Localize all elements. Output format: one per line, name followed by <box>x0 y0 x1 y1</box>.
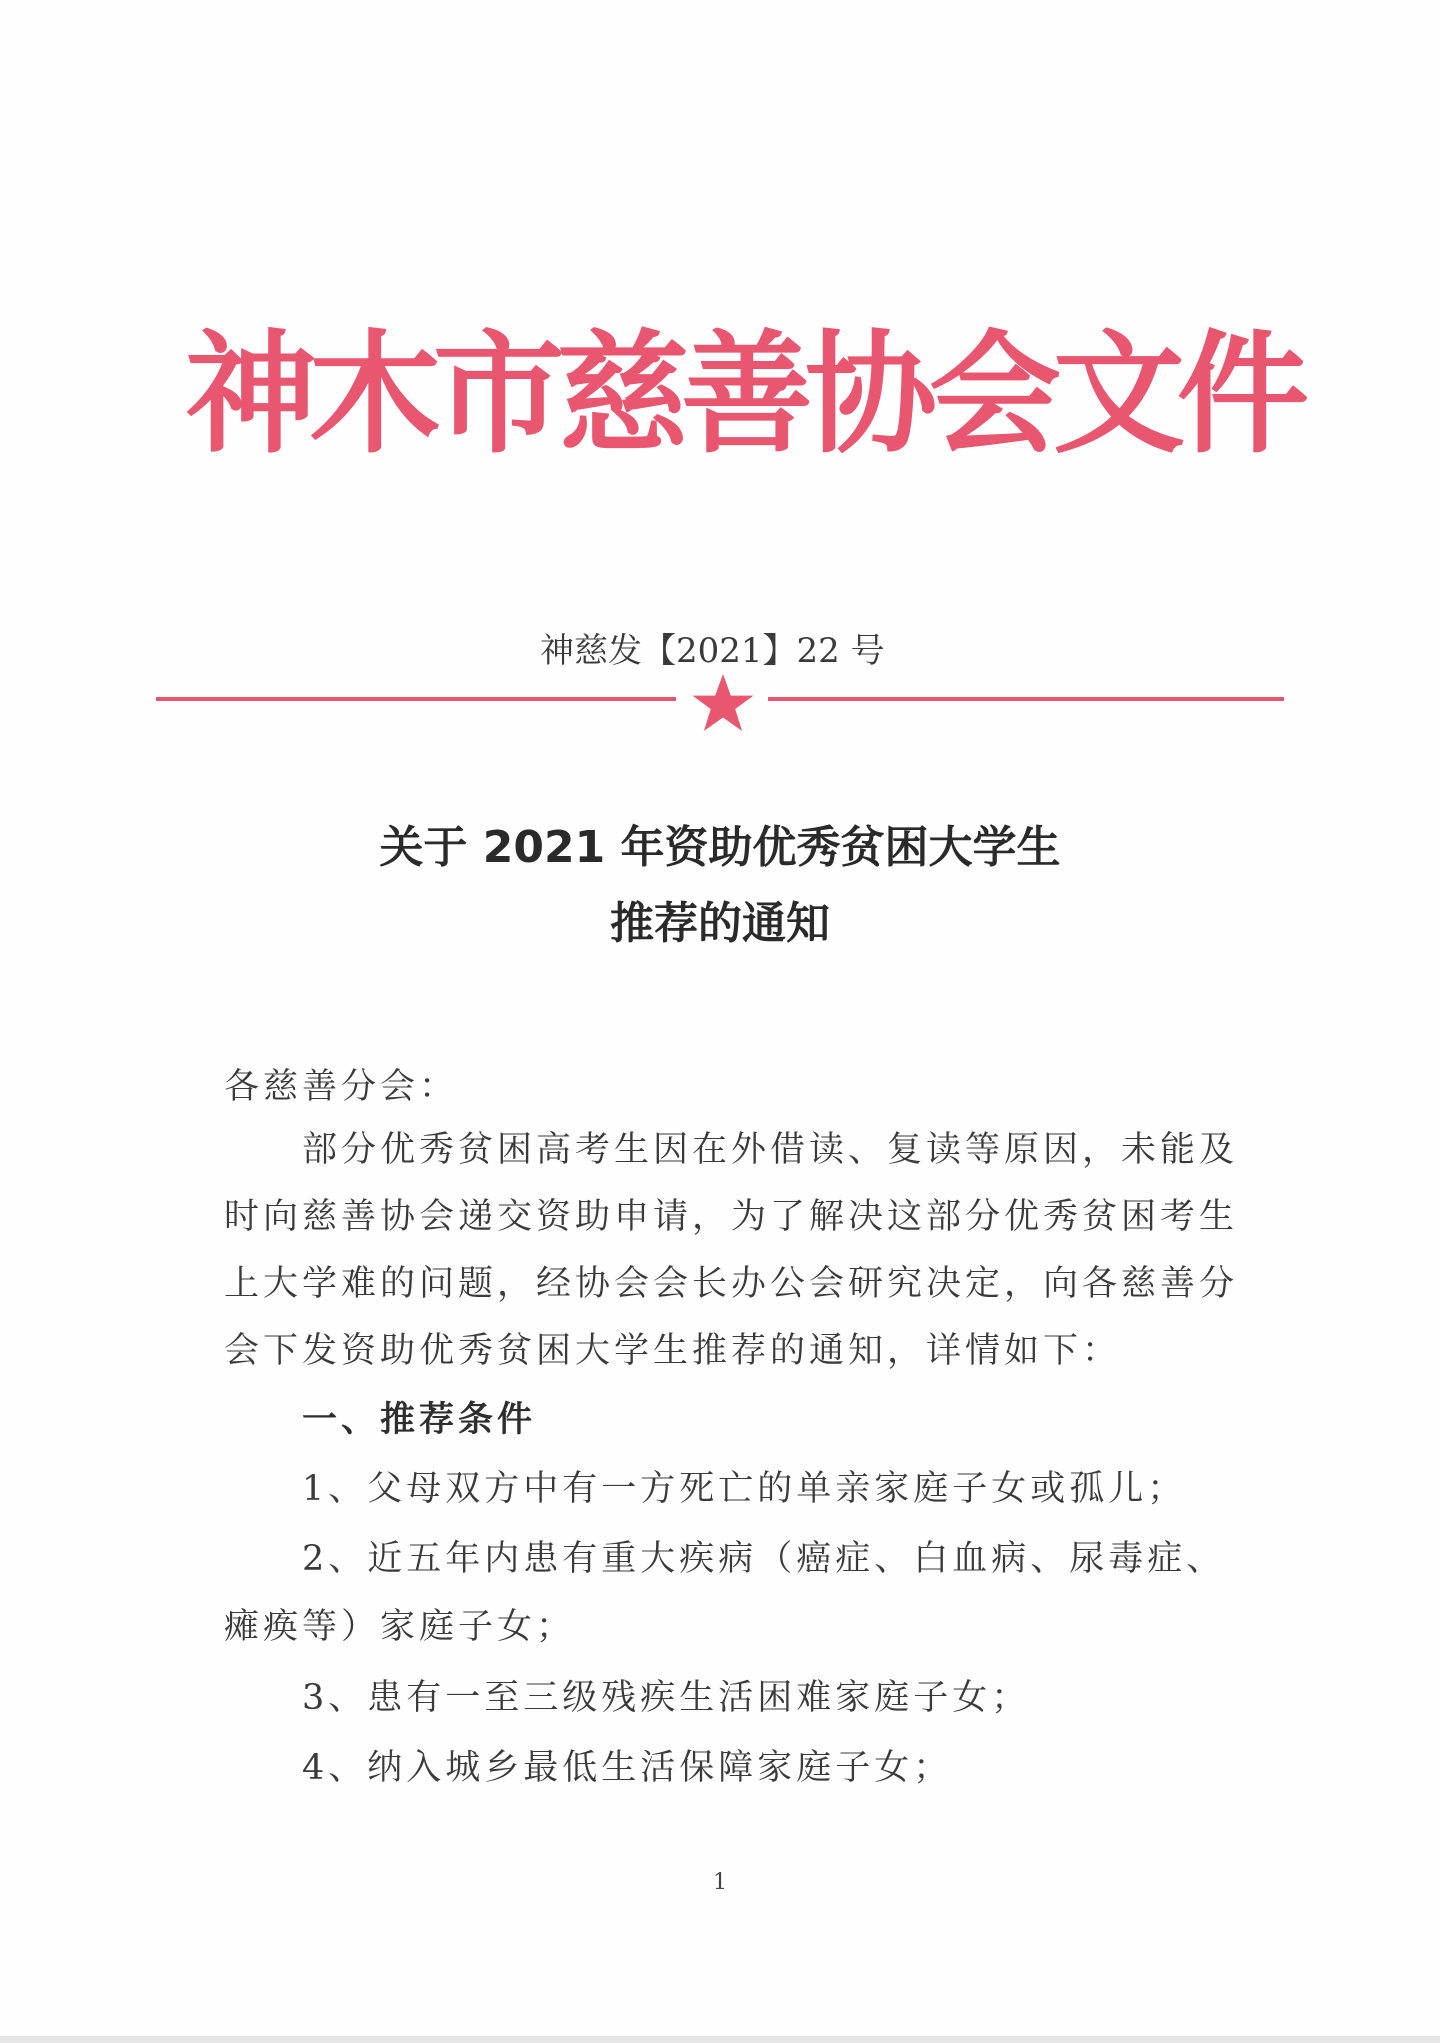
paragraph-line: 时向慈善协会递交资助申请，为了解决这部分优秀贫困考生 <box>224 1197 1239 1237</box>
list-item: 2、近五年内患有重大疾病（癌症、白血病、尿毒症、 <box>302 1539 1226 1579</box>
page-number: 1 <box>713 1870 727 1895</box>
notice-title-line-2: 推荐的通知 <box>610 898 830 949</box>
list-item: 1、父母双方中有一方死亡的单亲家庭子女或孤儿； <box>302 1469 1187 1509</box>
paragraph-line: 上大学难的问题，经协会会长办公会研究决定，向各慈善分 <box>224 1264 1239 1304</box>
scan-bottom-edge <box>0 2036 1440 2043</box>
list-item: 3、患有一至三级残疾生活困难家庭子女； <box>302 1678 1031 1718</box>
paragraph-line: 会下发资助优秀贫困大学生推荐的通知，详情如下： <box>224 1331 1122 1371</box>
red-divider-left <box>156 697 676 701</box>
list-item: 4、纳入城乡最低生活保障家庭子女； <box>302 1748 953 1788</box>
paragraph-line: 部分优秀贫困高考生因在外借读、复读等原因，未能及 <box>302 1130 1239 1170</box>
list-item-continuation: 瘫痪等）家庭子女； <box>224 1607 576 1647</box>
salutation: 各慈善分会： <box>224 1067 459 1107</box>
red-star-icon <box>690 672 756 734</box>
masthead-title: 神木市慈善协会文件 <box>185 317 1301 472</box>
red-divider-right <box>768 697 1284 701</box>
notice-title-line-1: 关于 2021 年资助优秀贫困大学生 <box>379 822 1061 873</box>
section-heading: 一、推荐条件 <box>302 1400 537 1440</box>
document-number: 神慈发【2021】22 号 <box>540 631 885 671</box>
